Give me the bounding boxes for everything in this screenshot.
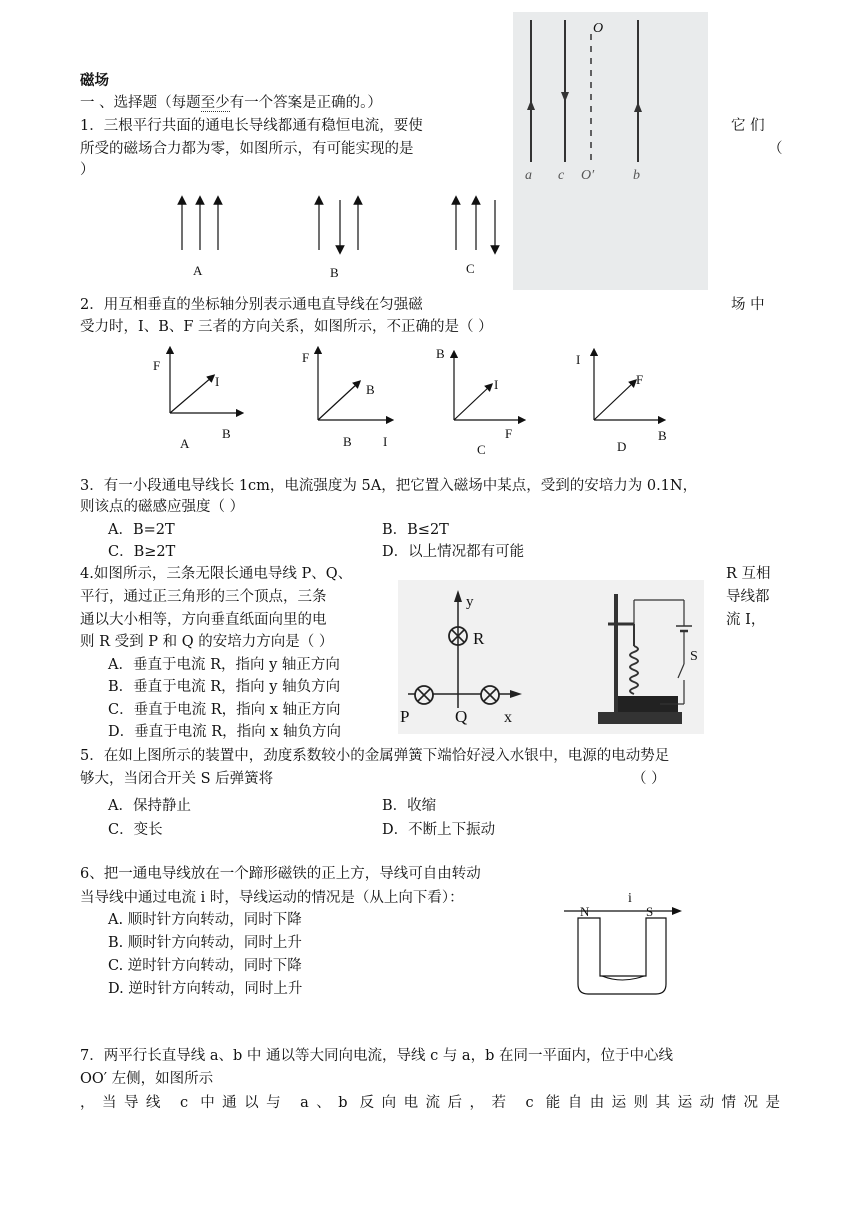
q2-b-axis-v: F <box>302 350 310 365</box>
horseshoe-magnet-figure <box>560 884 690 1000</box>
q4-q5-drawing <box>398 580 704 734</box>
q1-option-c-label: C <box>466 261 475 276</box>
q4-line3: 通以大小相等，方向垂直纸面向里的电 <box>80 612 327 628</box>
q2-a-axis-v: F <box>153 358 161 373</box>
q6-option-b: B. 顺时针方向转动，同时上升 <box>108 935 302 951</box>
q4-option-b: B．垂直于电流 R，指向 y 轴负方向 <box>108 679 341 695</box>
q2-d-axis-v: I <box>576 352 581 367</box>
q7-line1: 7．两平行长直导线 a、b 中 通以等大同向电流，导线 c 与 a，b 在同一平面内，位于中心线 <box>80 1048 673 1064</box>
q4-line3-tail: 流 I， <box>726 612 766 628</box>
q4-line1: 4.如图所示，三条无限长通电导线 P、Q、 <box>80 566 353 582</box>
q6-line2: 当导线中通过电流 i 时，导线运动的情况是（从上向下看）： <box>80 890 464 906</box>
q2-c-axis-h: F <box>505 426 513 441</box>
photo-label-b: b <box>633 168 640 183</box>
q6-line1: 6、把一通电导线放在一个蹄形磁铁的正上方，导线可自由转动 <box>80 866 481 882</box>
q4-line2-tail: 导线都 <box>726 589 770 605</box>
q5-option-a: A．保持静止 <box>108 798 191 814</box>
q2-b-label: B <box>343 434 352 449</box>
section-heading-pre: 一 、选择题（每题 <box>80 95 201 111</box>
q5-option-d: D．不断上下振动 <box>382 822 496 838</box>
q1-line2-tail: （ <box>768 141 783 157</box>
q2-line1: 2．用互相垂直的坐标轴分别表示通电直导线在匀强磁 <box>80 297 423 313</box>
q2-b-axis-h: I <box>383 434 388 449</box>
photo-label-o-prime: O′ <box>581 168 595 183</box>
spring-apparatus <box>598 594 692 724</box>
q2-d-label: D <box>617 439 627 454</box>
q2-diagrams <box>0 0 860 470</box>
q1-option-a-label: A <box>193 263 203 278</box>
q4-axis-x-label: x <box>504 709 512 726</box>
q3-option-a: A．B=2T <box>108 522 175 538</box>
q5-line1: 5．在如上图所示的装置中，劲度系数较小的金属弹簧下端恰好浸入水银中，电源的电动势足 <box>80 748 670 764</box>
q2-a-axis-h: B <box>222 426 231 441</box>
q6-option-d: D. 逆时针方向转动，同时上升 <box>108 981 303 997</box>
q4-line1-tail: R 互相 <box>726 566 771 582</box>
q4-option-d: D．垂直于电流 R，指向 x 轴负方向 <box>108 724 342 740</box>
q2-d-diag: F <box>636 372 644 387</box>
q2-d-axis-h: B <box>658 428 667 443</box>
q2-a-label: A <box>180 436 190 451</box>
q4-label-q: Q <box>455 707 468 726</box>
q5-line2: 够大，当闭合开关 S 后弹簧将 <box>80 771 274 787</box>
q1-line1-tail: 它 们 <box>731 118 765 134</box>
q2-line2: 受力时，I、B、F 三者的方向关系，如图所示，不正确的是（ ） <box>80 319 493 335</box>
q1-line2: 所受的磁场合力都为零，如图所示，有可能实现的是 <box>80 141 414 157</box>
q2-b-diag: B <box>366 382 375 397</box>
magnet-north-label: N <box>580 904 590 919</box>
section-heading-post: 有一个答案是正确的。） <box>229 95 382 111</box>
q2-diagram-c <box>436 346 522 457</box>
q1-option-b-label: B <box>330 265 339 280</box>
q4-axis-y-label: y <box>466 594 474 610</box>
q4-label-p: P <box>400 707 410 726</box>
q2-c-axis-v: B <box>436 346 445 361</box>
q1-line1: 1．三根平行共面的通电长导线都通有稳恒电流，要使 <box>80 118 423 134</box>
photo-label-c: c <box>558 168 565 183</box>
q5-switch-label: S <box>690 649 698 664</box>
q1-line3: ） <box>80 162 95 178</box>
q2-c-label: C <box>477 442 486 457</box>
q4-option-c: C．垂直于电流 R，指向 x 轴正方向 <box>108 702 341 718</box>
q3-option-b: B．B≤2T <box>382 522 449 538</box>
q4-label-r: R <box>473 629 485 648</box>
q7-line2: OO′ 左侧，如图所示 <box>80 1071 214 1087</box>
q3-option-d: D．以上情况都有可能 <box>382 544 525 560</box>
q2-a-diag: I <box>215 374 220 389</box>
q4-option-a: A．垂直于电流 R，指向 y 轴正方向 <box>108 657 340 673</box>
q7-line3: ，当导线 c 中通以与 a、b 反向电流后，若 c 能自由运则其运动情况是 <box>80 1095 780 1111</box>
photo-label-a: a <box>525 168 532 183</box>
q2-diagram-b <box>302 350 390 449</box>
q3-option-c: C．B≥2T <box>108 544 176 560</box>
page-title: 磁场 <box>80 73 109 89</box>
q5-option-b: B．收缩 <box>382 798 437 814</box>
q2-c-diag: I <box>494 377 499 392</box>
magnet-south-label: S <box>646 904 654 919</box>
q4-line4: 则 R 受到 P 和 Q 的安培力方向是（ ） <box>80 634 334 650</box>
q3-line2: 则该点的磁感应强度（ ） <box>80 499 245 515</box>
q3-line1: 3．有一小段通电导线长 1cm，电流强度为 5A，把它置入磁场中某点，受到的安培力为 0.1N， <box>80 478 698 494</box>
photo-label-o: O <box>593 21 604 36</box>
q2-line1-tail: 场 中 <box>731 297 765 313</box>
q6-current-label: i <box>628 891 632 906</box>
q6-option-c: C. 逆时针方向转动，同时下降 <box>108 958 302 974</box>
q5-line2-tail: （ ） <box>632 771 666 787</box>
q4-line2: 平行，通过正三角形的三个顶点，三条 <box>80 589 327 605</box>
q2-diagram-a <box>153 350 240 451</box>
q5-option-c: C．变长 <box>108 822 163 838</box>
section-heading-emphasis: 至少 <box>200 95 230 111</box>
q6-option-a: A. 顺时针方向转动，同时下降 <box>108 912 302 928</box>
q2-diagram-d <box>576 352 667 454</box>
